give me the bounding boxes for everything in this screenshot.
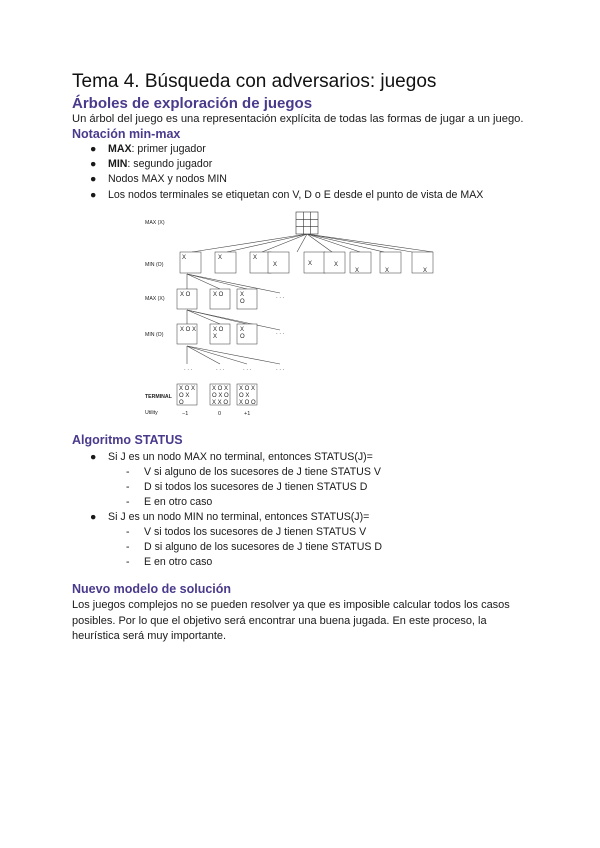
ellipsis-row4-3: . . . [243, 366, 252, 372]
minmax-bullet-list [90, 142, 483, 203]
svg-text:X: X [240, 327, 245, 333]
ellipsis-row4-4: . . . [276, 366, 285, 372]
status-max-sub-1: V si alguno de los sucesores de J tiene STATUS V [144, 466, 381, 478]
bullet-icon: ● [90, 511, 97, 523]
bullet-strong: MAX [108, 143, 132, 155]
svg-text:X: X [218, 255, 223, 261]
status-min-sub-3: E en otro caso [144, 556, 213, 568]
svg-text:O: O [240, 299, 245, 305]
status-max-rule: Si J es un nodo MAX no terminal, entonces STATUS(J)= [108, 451, 373, 463]
svg-text:X: X [334, 262, 339, 268]
level-label-utility: Utility [145, 410, 158, 416]
svg-text:X: X [273, 262, 278, 268]
ellipsis-row4-2: . . . [216, 366, 225, 372]
dash-icon: - [126, 466, 130, 478]
status-min-sub-1: V si todos los sucesores de J tienen STATUS V [144, 526, 367, 538]
paragraph-line: heurística será muy importante. [72, 630, 227, 642]
section-heading-new-solution-model: Nuevo modelo de solución [72, 582, 232, 596]
svg-text:X O X: X O X [239, 386, 256, 392]
svg-text:X: X [182, 255, 187, 261]
paragraph-line: Los juegos complejos no se pueden resolver ya que es imposible calcular todos los casos [72, 599, 510, 611]
ellipsis-row4-1: . . . [184, 366, 193, 372]
svg-text:X X O: X X O [212, 400, 229, 406]
svg-text:X: X [240, 292, 245, 298]
bullet-text: Nodos MAX y nodos MIN [108, 173, 227, 186]
svg-text:X O X: X O X [180, 327, 197, 333]
svg-text:X O X: X O X [179, 386, 196, 392]
status-max-sub-2: D si todos los sucesores de J tienen STATUS D [144, 481, 368, 493]
list-item [90, 172, 483, 187]
svg-text:O: O [240, 334, 245, 340]
utility-value-win: +1 [244, 411, 251, 417]
svg-text:O X: O X [179, 393, 190, 399]
bullet-icon: ● [90, 173, 97, 186]
svg-text:O X: O X [239, 393, 250, 399]
board-marks [179, 255, 427, 406]
svg-text:O X O: O X O [212, 393, 229, 399]
tic-tac-toe-game-tree-figure [140, 210, 450, 420]
svg-text:X: X [423, 268, 428, 274]
svg-text:O: O [179, 400, 184, 406]
list-item [90, 188, 483, 203]
bullet-text: : segundo jugador [127, 158, 213, 171]
section-heading-status-algorithm: Algoritmo STATUS [72, 433, 183, 447]
level-label-terminal: TERMINAL [145, 394, 172, 400]
svg-text:X: X [308, 261, 313, 267]
paragraph-line: posibles. Por lo que el objetivo será encontrar una buena jugada. En este proceso, la [72, 614, 487, 627]
level-label-max-1: MAX (X) [145, 220, 165, 226]
status-min-rule: Si J es un nodo MIN no terminal, entonces STATUS(J)= [108, 511, 370, 523]
list-item [90, 142, 483, 157]
svg-text:X O: X O [213, 327, 224, 333]
intro-paragraph: Un árbol del juego es una representación explícita de todas las formas de jugar a un juego. [72, 113, 524, 125]
status-min-sub-2: D si alguno de los sucesores de J tiene STATUS D [144, 541, 383, 553]
svg-text:X: X [355, 268, 360, 274]
utility-values [182, 411, 250, 417]
dash-icon: - [126, 541, 130, 553]
level-label-min-1: MIN (O) [145, 262, 164, 268]
status-max-sub-3: E en otro caso [144, 496, 213, 508]
tree-boards [296, 212, 318, 234]
svg-text:X: X [385, 268, 390, 274]
new-model-paragraph [72, 598, 512, 645]
svg-text:X O: X O [213, 292, 224, 298]
bullet-strong: MIN [108, 158, 128, 171]
list-item [90, 157, 483, 172]
utility-value-draw: 0 [218, 411, 222, 417]
bullet-text: : primer jugador [131, 143, 206, 155]
ellipsis-row2: . . . [276, 294, 285, 300]
bullet-icon: ● [90, 158, 97, 171]
dash-icon: - [126, 556, 130, 568]
dash-icon: - [126, 481, 130, 493]
level-label-min-2: MIN (O) [145, 332, 164, 338]
bullet-icon: ● [90, 188, 97, 201]
page-title: Tema 4. Búsqueda con adversarios: juegos [72, 71, 437, 92]
svg-text:X O O: X O O [239, 400, 256, 406]
svg-text:X: X [253, 255, 258, 261]
svg-text:X: X [213, 334, 218, 340]
svg-text:X O X: X O X [212, 386, 229, 392]
level-labels [145, 220, 173, 416]
bullet-text: Los nodos terminales se etiquetan con V, D o E desde el punto de vista de MAX [108, 188, 484, 201]
dash-icon: - [126, 526, 130, 538]
utility-value-lose: −1 [182, 411, 189, 417]
level-label-max-2: MAX (X) [145, 296, 165, 302]
dash-icon: - [126, 496, 130, 508]
subheading-minmax-notation: Notación min-max [72, 127, 181, 141]
bullet-icon: ● [90, 451, 97, 463]
svg-text:X O: X O [180, 292, 191, 298]
ellipsis-row3: . . . [276, 330, 285, 336]
bullet-icon: ● [90, 143, 97, 155]
section-heading-game-trees: Árboles de exploración de juegos [72, 95, 313, 112]
